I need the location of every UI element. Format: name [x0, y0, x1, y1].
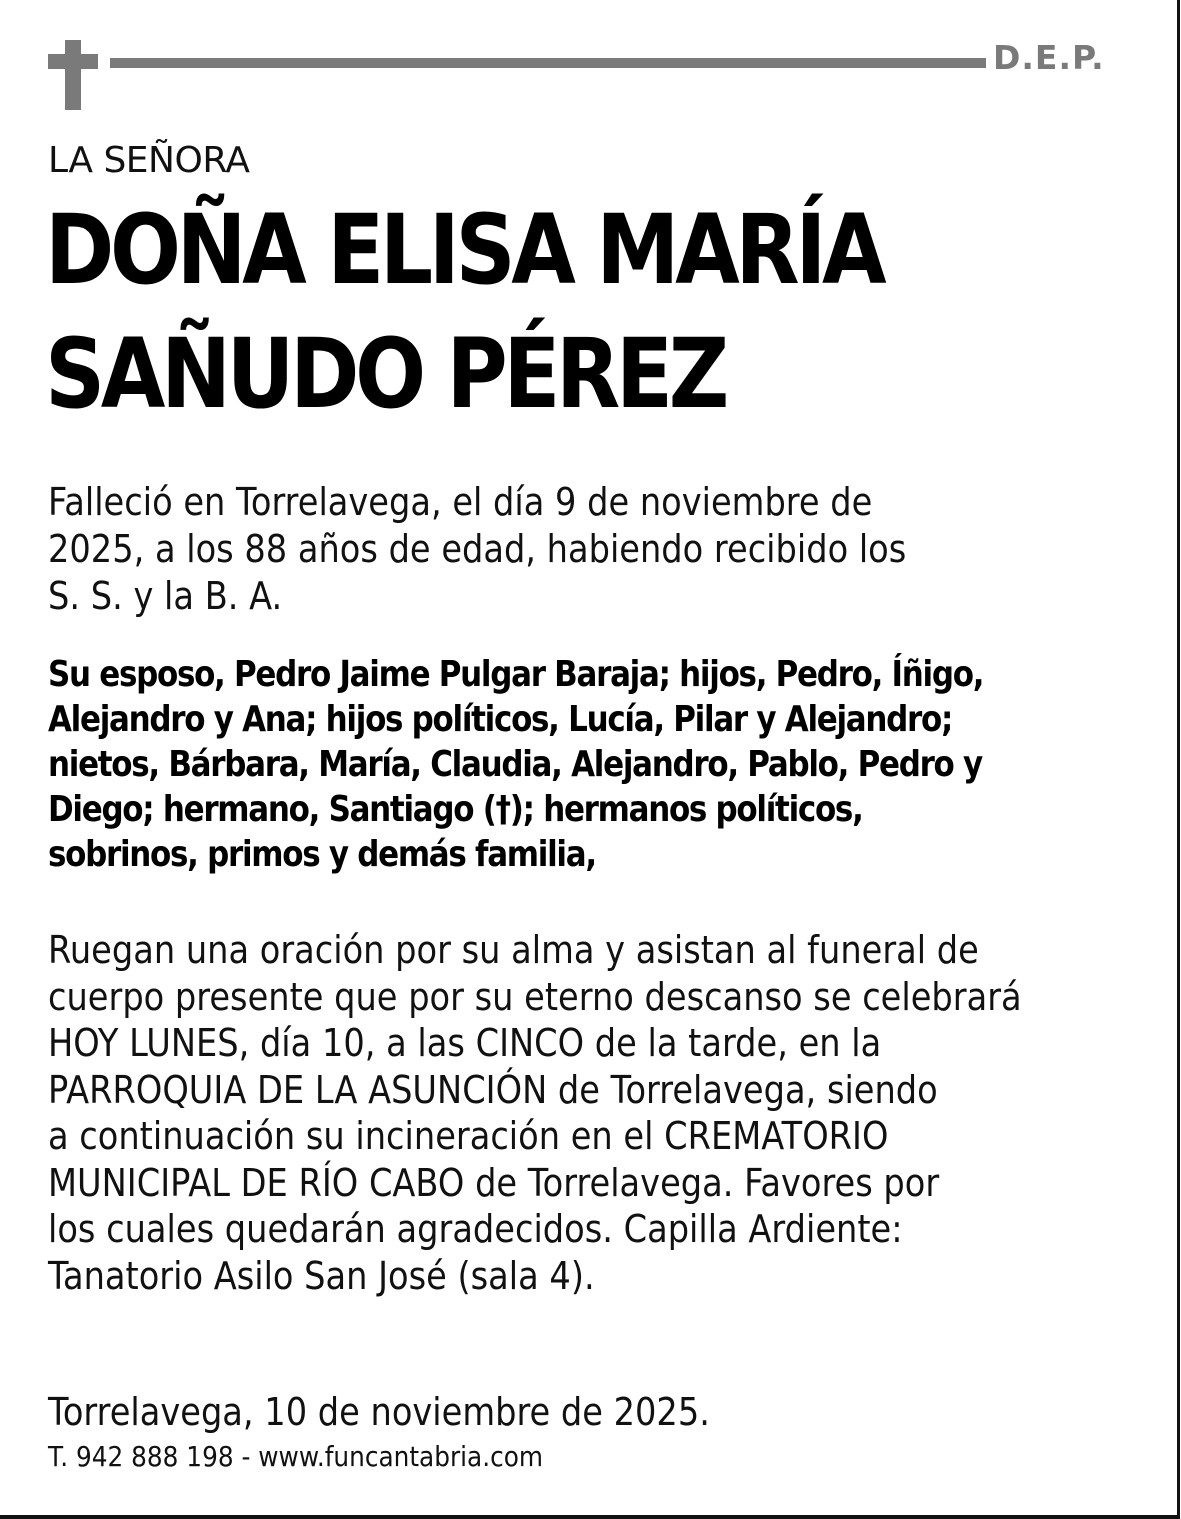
death-line: 2025, a los 88 años de edad, habiendo recibido los — [48, 527, 907, 571]
place-date: Torrelavega, 10 de noviembre de 2025. — [48, 1390, 710, 1434]
funeral-line: Ruegan una oración por su alma y asistan al funeral de — [48, 928, 979, 972]
honorific: LA SEÑORA — [48, 140, 250, 181]
funeral-line: MUNICIPAL DE RÍO CABO de Torrelavega. Favores por — [48, 1160, 940, 1205]
funeral-line: HOY LUNES, día 10, a las CINCO de la tarde, en la — [48, 1021, 882, 1065]
contact-info: T. 942 888 198 - www.funcantabria.com — [48, 1440, 544, 1473]
family-line: Diego; hermano, Santiago (†); hermanos políticos, — [48, 789, 863, 830]
funeral-line: Tanatorio Asilo San José (sala 4). — [48, 1253, 595, 1298]
family-line: Alejandro y Ana; hijos políticos, Lucía, Pilar y Alejandro; — [48, 699, 953, 740]
family-line: nietos, Bárbara, María, Claudia, Alejandro, Pablo, Pedro y — [48, 744, 982, 785]
cross-icon — [48, 40, 98, 110]
family-line: sobrinos, primos y demás familia, — [48, 834, 596, 875]
deceased-name — [45, 188, 882, 436]
death-line: S. S. y la B. A. — [48, 574, 283, 618]
death-paragraph — [48, 479, 906, 620]
funeral-line: a continuación su incineración en el CREMATORIO — [48, 1114, 889, 1158]
name-line: SAÑUDO PÉREZ — [45, 318, 725, 430]
death-line: Falleció en Torrelavega, el día 9 de noviembre de — [48, 480, 873, 524]
family-line: Su esposo, Pedro Jaime Pulgar Baraja; hijos, Pedro, Íñigo, — [48, 654, 984, 695]
name-line: DOÑA ELISA MARÍA — [45, 194, 883, 306]
header-rule — [110, 58, 986, 68]
funeral-paragraph — [48, 927, 1022, 1299]
funeral-line: PARROQUIA DE LA ASUNCIÓN de Torrelavega, siendo — [48, 1067, 938, 1112]
funeral-line: cuerpo presente que por su eterno descanso se celebrará — [48, 974, 1022, 1019]
funeral-line: los cuales quedarán agradecidos. Capilla Ardiente: — [48, 1207, 903, 1251]
dep-label: D.E.P. — [993, 38, 1105, 77]
family-paragraph — [48, 652, 983, 877]
